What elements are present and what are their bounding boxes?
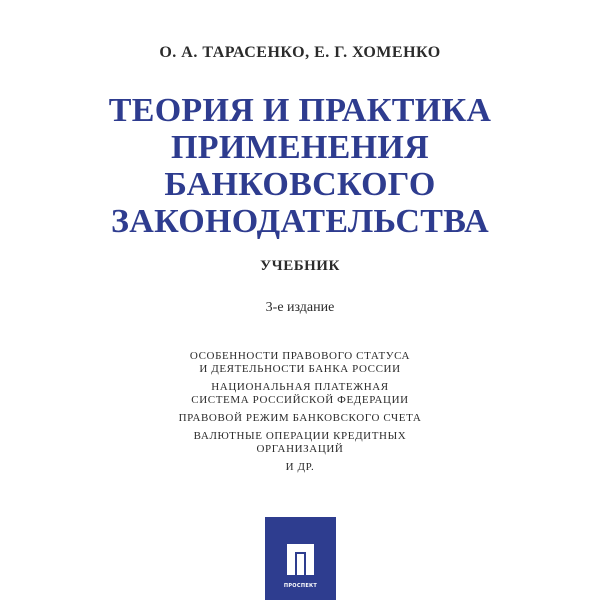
book-title	[0, 92, 600, 240]
publisher-logo	[265, 517, 336, 600]
topic-item	[0, 412, 600, 425]
edition-label: 3-е издание	[265, 300, 335, 315]
topic-line: НАЦИОНАЛЬНАЯ ПЛАТЕЖНАЯ	[211, 381, 389, 393]
topic-line: ВАЛЮТНЫЕ ОПЕРАЦИИ КРЕДИТНЫХ	[193, 430, 407, 442]
book-title-line: ТЕОРИЯ И ПРАКТИКА	[108, 92, 492, 129]
topic-item	[0, 381, 600, 407]
book-genre: УЧЕБНИК	[260, 258, 340, 274]
topics-list	[0, 350, 600, 479]
prospekt-logo-icon	[285, 541, 316, 577]
topic-line: ПРАВОВОЙ РЕЖИМ БАНКОВСКОГО СЧЕТА	[178, 412, 422, 424]
topic-line: И ДР.	[285, 461, 315, 473]
topic-item	[0, 461, 600, 474]
topic-line: СИСТЕМА РОССИЙСКОЙ ФЕДЕРАЦИИ	[191, 394, 409, 406]
book-title-line: БАНКОВСКОГО	[164, 166, 436, 203]
authors: О. А. ТАРАСЕНКО, Е. Г. ХОМЕНКО	[159, 44, 441, 61]
book-title-line: ЗАКОНОДАТЕЛЬСТВА	[111, 203, 489, 240]
publisher-name: ПРОСПЕКТ	[283, 583, 318, 589]
topic-line: ОСОБЕННОСТИ ПРАВОВОГО СТАТУСА	[189, 350, 411, 362]
topic-item	[0, 350, 600, 376]
book-title-line: ПРИМЕНЕНИЯ	[171, 129, 429, 166]
topic-line: ОРГАНИЗАЦИЙ	[256, 443, 344, 455]
topic-line: И ДЕЯТЕЛЬНОСТИ БАНКА РОССИИ	[199, 363, 401, 375]
topic-item	[0, 430, 600, 456]
